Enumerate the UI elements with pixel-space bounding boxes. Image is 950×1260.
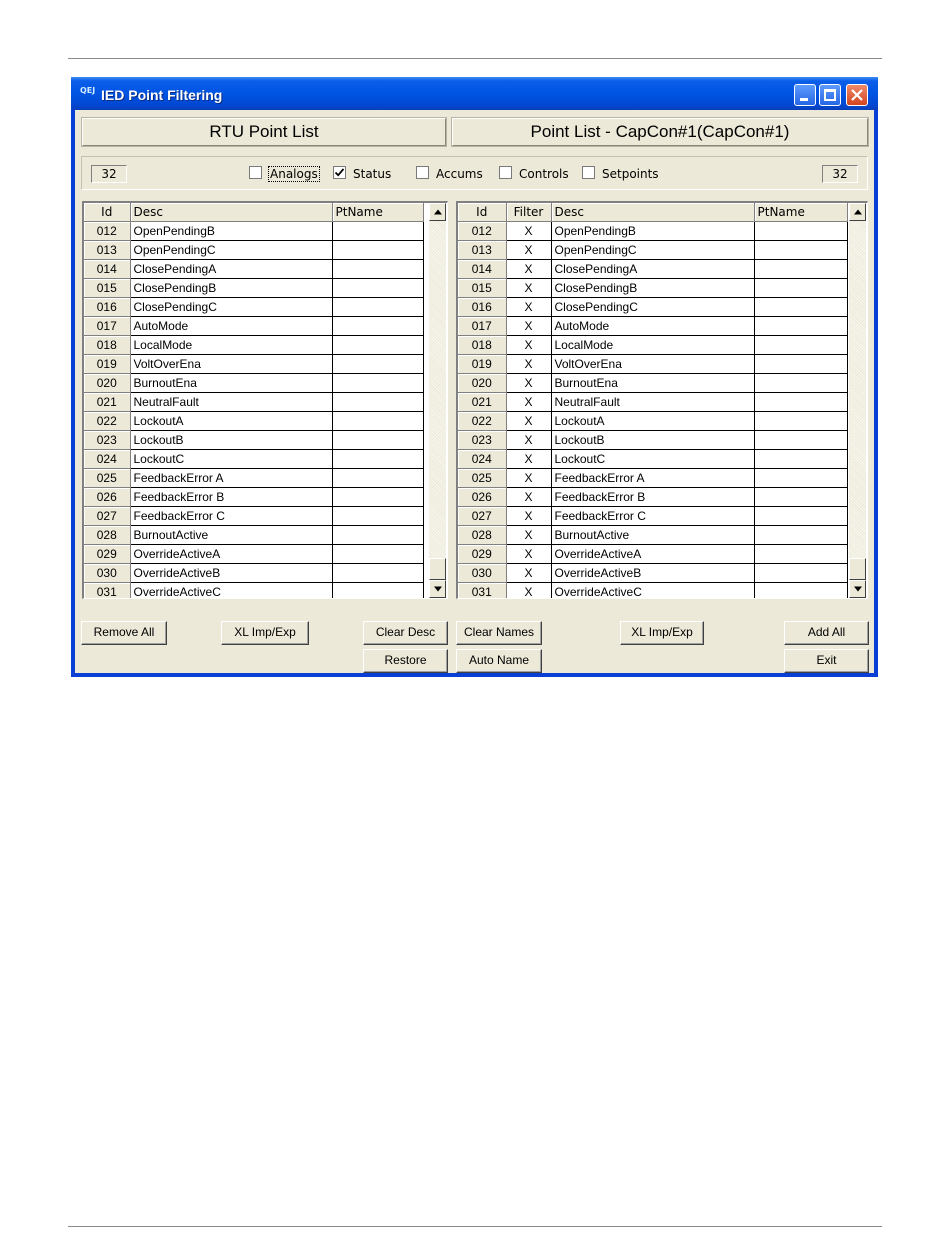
filter-cell[interactable]: X [506, 526, 551, 545]
table-row[interactable] [84, 298, 423, 317]
ptname-cell[interactable] [754, 507, 847, 526]
xl-imp-exp-left-button[interactable]: XL Imp/Exp [221, 621, 309, 645]
close-icon [851, 89, 863, 101]
ptname-cell[interactable] [332, 488, 423, 507]
ptname-cell[interactable] [332, 241, 423, 260]
checkmark-icon [335, 168, 344, 177]
ptname-cell[interactable] [754, 412, 847, 431]
table-row[interactable] [84, 507, 423, 526]
table-row[interactable] [458, 336, 847, 355]
desc-cell[interactable]: LockoutA [551, 412, 754, 431]
column-header-id[interactable]: Id [458, 203, 506, 222]
ptname-cell[interactable] [754, 469, 847, 488]
ptname-cell[interactable] [332, 355, 423, 374]
filter-cell[interactable]: X [506, 393, 551, 412]
ptname-cell[interactable] [754, 298, 847, 317]
restore-button[interactable]: Restore [363, 649, 448, 673]
table-row[interactable] [458, 507, 847, 526]
row-id-cell[interactable]: 030 [84, 564, 130, 583]
table-row[interactable] [84, 564, 423, 583]
arrow-down-icon [854, 586, 862, 592]
column-header-ptname[interactable]: PtName [754, 203, 847, 222]
row-id-cell[interactable]: 016 [458, 298, 506, 317]
desc-cell[interactable]: FeedbackError A [551, 469, 754, 488]
ptname-cell[interactable] [754, 431, 847, 450]
ptname-cell[interactable] [332, 222, 423, 241]
desc-cell[interactable]: ClosePendingC [551, 298, 754, 317]
desc-cell[interactable]: OverrideActiveB [551, 564, 754, 583]
desc-cell[interactable]: FeedbackError B [130, 488, 332, 507]
desc-cell[interactable]: LockoutC [551, 450, 754, 469]
scroll-thumb[interactable] [429, 558, 446, 580]
desc-cell[interactable]: FeedbackError C [551, 507, 754, 526]
desc-cell[interactable]: ClosePendingB [130, 279, 332, 298]
app-icon: QEJ [80, 86, 96, 95]
ptname-cell[interactable] [332, 298, 423, 317]
table-row[interactable] [84, 412, 423, 431]
ptname-cell[interactable] [754, 583, 847, 600]
row-id-cell[interactable]: 018 [458, 336, 506, 355]
desc-cell[interactable]: OpenPendingB [551, 222, 754, 241]
row-id-cell[interactable]: 012 [84, 222, 130, 241]
status-label: Status [353, 167, 392, 181]
arrow-up-icon [854, 209, 862, 215]
filter-cell[interactable]: X [506, 317, 551, 336]
filter-cell[interactable]: X [506, 507, 551, 526]
scroll-down-button[interactable] [429, 580, 446, 598]
table-row[interactable] [458, 279, 847, 298]
table-row[interactable] [84, 317, 423, 336]
row-id-cell[interactable]: 021 [458, 393, 506, 412]
device-point-count: 32 [822, 165, 858, 183]
column-header-ptname[interactable]: PtName [332, 203, 423, 222]
filter-cell[interactable]: X [506, 241, 551, 260]
table-row[interactable] [458, 545, 847, 564]
ptname-cell[interactable] [332, 336, 423, 355]
checkbox-box[interactable] [333, 166, 346, 179]
desc-cell[interactable]: OverrideActiveB [130, 564, 332, 583]
table-row[interactable] [458, 526, 847, 545]
minimize-button[interactable] [794, 84, 816, 106]
close-button[interactable] [846, 84, 868, 106]
setpoints-label: Setpoints [602, 167, 659, 181]
filter-cell[interactable]: X [506, 336, 551, 355]
table-row[interactable] [84, 431, 423, 450]
table-row[interactable] [84, 583, 423, 600]
ptname-cell[interactable] [754, 545, 847, 564]
desc-cell[interactable]: OpenPendingC [551, 241, 754, 260]
ptname-cell[interactable] [332, 526, 423, 545]
row-id-cell[interactable]: 016 [84, 298, 130, 317]
desc-cell[interactable]: OpenPendingC [130, 241, 332, 260]
desc-cell[interactable]: ClosePendingA [551, 260, 754, 279]
desc-cell[interactable]: VoltOverEna [130, 355, 332, 374]
row-id-cell[interactable]: 019 [84, 355, 130, 374]
window-client-area [75, 110, 874, 673]
ptname-cell[interactable] [754, 222, 847, 241]
point-list-header: Point List - CapCon#1(CapCon#1) [452, 118, 868, 146]
table-row[interactable] [458, 241, 847, 260]
desc-cell[interactable]: OverrideActiveC [130, 583, 332, 600]
device-point-table [458, 203, 848, 599]
row-id-cell[interactable]: 013 [458, 241, 506, 260]
table-row[interactable] [84, 336, 423, 355]
column-header-id[interactable]: Id [84, 203, 130, 222]
table-row[interactable] [84, 241, 423, 260]
desc-cell[interactable]: OverrideActiveC [551, 583, 754, 600]
checkbox-box[interactable] [582, 166, 595, 179]
table-row[interactable] [84, 355, 423, 374]
table-row[interactable] [458, 450, 847, 469]
table-header-row [458, 203, 847, 222]
row-id-cell[interactable]: 020 [458, 374, 506, 393]
desc-cell[interactable]: LockoutB [551, 431, 754, 450]
row-id-cell[interactable]: 026 [458, 488, 506, 507]
desc-cell[interactable]: AutoMode [551, 317, 754, 336]
table-row[interactable] [84, 374, 423, 393]
filter-cell[interactable]: X [506, 260, 551, 279]
status-checkbox[interactable] [333, 166, 391, 182]
desc-cell[interactable]: LocalMode [130, 336, 332, 355]
ptname-cell[interactable] [332, 450, 423, 469]
ptname-cell[interactable] [754, 564, 847, 583]
clear-desc-button[interactable]: Clear Desc [363, 621, 448, 645]
ptname-cell[interactable] [754, 317, 847, 336]
device-point-grid[interactable] [456, 201, 868, 599]
ied-point-filtering-window [71, 77, 878, 677]
rtu-point-grid[interactable] [82, 201, 448, 599]
row-id-cell[interactable]: 024 [458, 450, 506, 469]
scroll-thumb[interactable] [849, 558, 866, 580]
filter-cell[interactable]: X [506, 355, 551, 374]
ptname-cell[interactable] [754, 279, 847, 298]
scroll-down-button[interactable] [849, 580, 866, 598]
rtu-point-list-header: RTU Point List [82, 118, 446, 146]
table-row[interactable] [458, 317, 847, 336]
xl-imp-exp-right-button[interactable]: XL Imp/Exp [620, 621, 704, 645]
filter-cell[interactable]: X [506, 222, 551, 241]
scroll-up-button[interactable] [429, 203, 446, 221]
ptname-cell[interactable] [332, 260, 423, 279]
filter-cell[interactable]: X [506, 374, 551, 393]
filter-cell[interactable]: X [506, 431, 551, 450]
desc-cell[interactable]: VoltOverEna [551, 355, 754, 374]
title-bar[interactable] [71, 77, 878, 110]
table-row[interactable] [84, 526, 423, 545]
desc-cell[interactable]: OverrideActiveA [130, 545, 332, 564]
table-row[interactable] [458, 583, 847, 600]
desc-cell[interactable]: LocalMode [551, 336, 754, 355]
ptname-cell[interactable] [332, 279, 423, 298]
ptname-cell[interactable] [332, 507, 423, 526]
rtu-grid-scrollbar[interactable] [429, 203, 446, 598]
table-row[interactable] [458, 488, 847, 507]
table-row[interactable] [84, 393, 423, 412]
table-row[interactable] [458, 412, 847, 431]
page-top-rule [68, 58, 882, 59]
row-id-cell[interactable]: 023 [84, 431, 130, 450]
maximize-button[interactable] [819, 84, 841, 106]
table-row[interactable] [84, 488, 423, 507]
desc-cell[interactable]: BurnoutEna [551, 374, 754, 393]
row-id-cell[interactable]: 012 [458, 222, 506, 241]
filter-cell[interactable]: X [506, 545, 551, 564]
filter-cell[interactable]: X [506, 279, 551, 298]
table-row[interactable] [84, 222, 423, 241]
column-header-desc[interactable]: Desc [551, 203, 754, 222]
rtu-point-count: 32 [91, 165, 127, 183]
desc-cell[interactable]: OverrideActiveA [551, 545, 754, 564]
accums-checkbox[interactable] [416, 166, 483, 182]
desc-cell[interactable]: ClosePendingA [130, 260, 332, 279]
window-title: IED Point Filtering [101, 87, 223, 103]
ptname-cell[interactable] [332, 317, 423, 336]
row-id-cell[interactable]: 031 [458, 583, 506, 600]
checkbox-box[interactable] [416, 166, 429, 179]
auto-name-button[interactable]: Auto Name [456, 649, 542, 673]
ptname-cell[interactable] [754, 393, 847, 412]
filter-cell[interactable]: X [506, 450, 551, 469]
clear-names-button[interactable]: Clear Names [456, 621, 542, 645]
table-row[interactable] [458, 564, 847, 583]
row-id-cell[interactable]: 025 [84, 469, 130, 488]
table-row[interactable] [84, 450, 423, 469]
table-row[interactable] [458, 374, 847, 393]
ptname-cell[interactable] [754, 526, 847, 545]
remove-all-button[interactable]: Remove All [81, 621, 167, 645]
row-id-cell[interactable]: 013 [84, 241, 130, 260]
arrow-down-icon [434, 586, 442, 592]
row-id-cell[interactable]: 026 [84, 488, 130, 507]
row-id-cell[interactable]: 028 [458, 526, 506, 545]
point-type-filter-bar [81, 156, 868, 190]
ptname-cell[interactable] [332, 564, 423, 583]
ptname-cell[interactable] [754, 450, 847, 469]
arrow-up-icon [434, 209, 442, 215]
device-grid-scrollbar[interactable] [849, 203, 866, 598]
analogs-label: Analogs [270, 167, 318, 181]
desc-cell[interactable]: FeedbackError B [551, 488, 754, 507]
row-id-cell[interactable]: 022 [84, 412, 130, 431]
row-id-cell[interactable]: 031 [84, 583, 130, 600]
desc-cell[interactable]: BurnoutEna [130, 374, 332, 393]
row-id-cell[interactable]: 027 [84, 507, 130, 526]
table-row[interactable] [458, 355, 847, 374]
desc-cell[interactable]: ClosePendingB [551, 279, 754, 298]
desc-cell[interactable]: BurnoutActive [551, 526, 754, 545]
table-row[interactable] [84, 545, 423, 564]
desc-cell[interactable]: LockoutA [130, 412, 332, 431]
row-id-cell[interactable]: 021 [84, 393, 130, 412]
row-id-cell[interactable]: 025 [458, 469, 506, 488]
desc-cell[interactable]: NeutralFault [551, 393, 754, 412]
row-id-cell[interactable]: 023 [458, 431, 506, 450]
table-row[interactable] [458, 298, 847, 317]
row-id-cell[interactable]: 022 [458, 412, 506, 431]
controls-checkbox[interactable] [499, 166, 569, 182]
row-id-cell[interactable]: 029 [458, 545, 506, 564]
table-row[interactable] [458, 222, 847, 241]
ptname-cell[interactable] [754, 260, 847, 279]
ptname-cell[interactable] [754, 374, 847, 393]
ptname-cell[interactable] [754, 355, 847, 374]
filter-cell[interactable]: X [506, 564, 551, 583]
ptname-cell[interactable] [332, 545, 423, 564]
row-id-cell[interactable]: 019 [458, 355, 506, 374]
table-row[interactable] [84, 260, 423, 279]
analogs-checkbox[interactable] [249, 166, 319, 182]
rtu-point-table [84, 203, 424, 599]
row-id-cell[interactable]: 014 [84, 260, 130, 279]
table-row[interactable] [458, 393, 847, 412]
column-header-desc[interactable]: Desc [130, 203, 332, 222]
table-header-row [84, 203, 423, 222]
row-id-cell[interactable]: 015 [84, 279, 130, 298]
table-row[interactable] [84, 279, 423, 298]
desc-cell[interactable]: LockoutB [130, 431, 332, 450]
ptname-cell[interactable] [754, 488, 847, 507]
desc-cell[interactable]: OpenPendingB [130, 222, 332, 241]
scroll-up-button[interactable] [849, 203, 866, 221]
accums-label: Accums [436, 167, 483, 181]
row-id-cell[interactable]: 028 [84, 526, 130, 545]
checkbox-box[interactable] [249, 166, 262, 179]
row-id-cell[interactable]: 015 [458, 279, 506, 298]
desc-cell[interactable]: FeedbackError A [130, 469, 332, 488]
ptname-cell[interactable] [332, 431, 423, 450]
controls-label: Controls [519, 167, 569, 181]
ptname-cell[interactable] [754, 241, 847, 260]
table-row[interactable] [458, 431, 847, 450]
add-all-button[interactable]: Add All [784, 621, 869, 645]
ptname-cell[interactable] [332, 469, 423, 488]
desc-cell[interactable]: FeedbackError C [130, 507, 332, 526]
row-id-cell[interactable]: 024 [84, 450, 130, 469]
row-id-cell[interactable]: 027 [458, 507, 506, 526]
table-row[interactable] [84, 469, 423, 488]
filter-cell[interactable]: X [506, 469, 551, 488]
exit-button[interactable]: Exit [784, 649, 869, 673]
filter-cell[interactable]: X [506, 488, 551, 507]
table-row[interactable] [458, 469, 847, 488]
ptname-cell[interactable] [332, 583, 423, 600]
ptname-cell[interactable] [332, 393, 423, 412]
filter-cell[interactable]: X [506, 583, 551, 600]
filter-cell[interactable]: X [506, 298, 551, 317]
checkbox-box[interactable] [499, 166, 512, 179]
desc-cell[interactable]: AutoMode [130, 317, 332, 336]
ptname-cell[interactable] [332, 412, 423, 431]
ptname-cell[interactable] [754, 336, 847, 355]
row-id-cell[interactable]: 014 [458, 260, 506, 279]
page-bottom-rule [68, 1226, 882, 1227]
row-id-cell[interactable]: 029 [84, 545, 130, 564]
desc-cell[interactable]: BurnoutActive [130, 526, 332, 545]
ptname-cell[interactable] [332, 374, 423, 393]
desc-cell[interactable]: LockoutC [130, 450, 332, 469]
row-id-cell[interactable]: 020 [84, 374, 130, 393]
table-row[interactable] [458, 260, 847, 279]
row-id-cell[interactable]: 017 [458, 317, 506, 336]
setpoints-checkbox[interactable] [582, 166, 659, 182]
desc-cell[interactable]: NeutralFault [130, 393, 332, 412]
row-id-cell[interactable]: 030 [458, 564, 506, 583]
desc-cell[interactable]: ClosePendingC [130, 298, 332, 317]
row-id-cell[interactable]: 018 [84, 336, 130, 355]
filter-cell[interactable]: X [506, 412, 551, 431]
column-header-filter[interactable]: Filter [506, 203, 551, 222]
row-id-cell[interactable]: 017 [84, 317, 130, 336]
